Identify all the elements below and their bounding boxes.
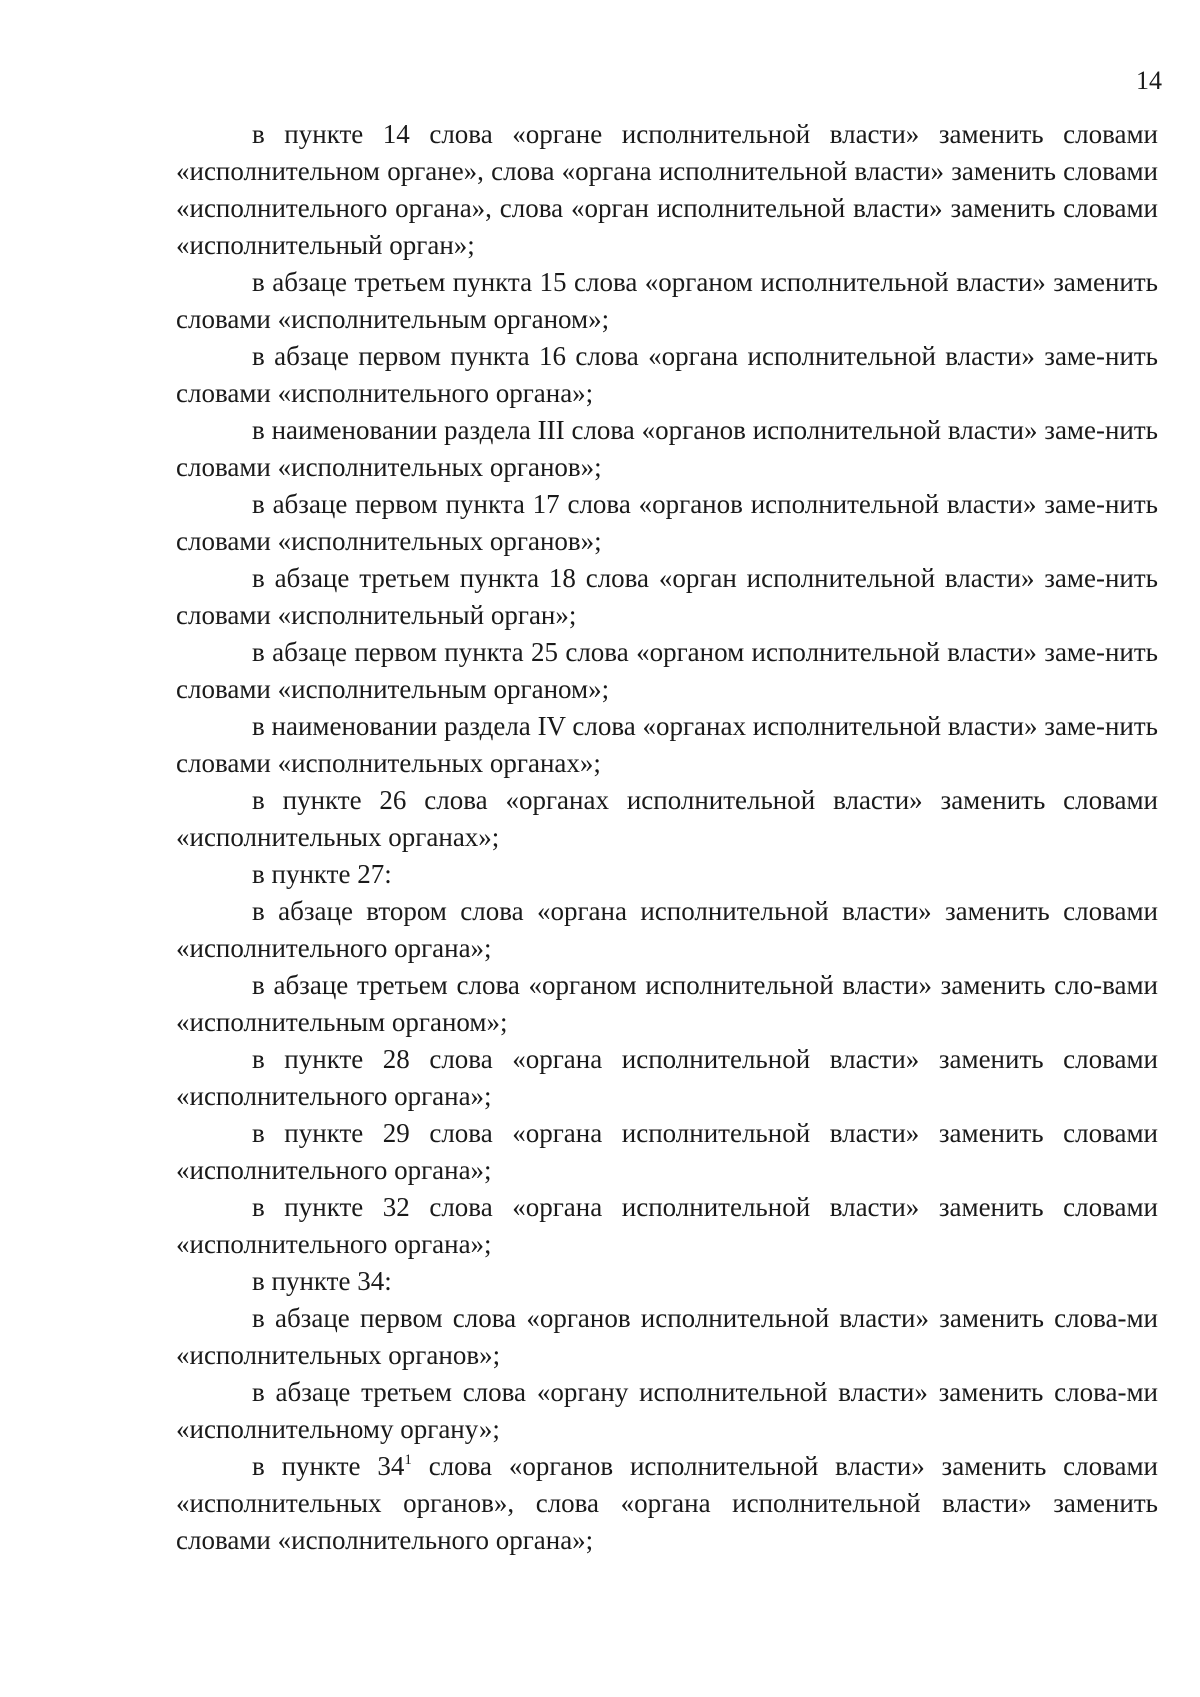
paragraph: в абзаце третьем пункта 15 слова «органом исполнительной власти» заменить словами «исполнительным органом»; [176, 267, 1158, 334]
paragraph: в пункте 27: [252, 859, 392, 889]
paragraph-last-before: в пункте 34 [252, 1451, 405, 1481]
paragraph: в пункте 14 слова «органе исполнительной власти» заменить словами «исполнительном органе», слова «органа исполнительной власти» заменить словами «исполнительного органа», слова «орган исполнительной власти» заменить словами «исполнительный орган»; [176, 119, 1158, 260]
paragraph: в абзаце первом пункта 25 слова «органом исполнительной власти» заме-нить словами «исполнительным органом»; [176, 637, 1158, 704]
paragraph: в абзаце первом слова «органов исполнительной власти» заменить слова-ми «исполнительных органов»; [176, 1303, 1158, 1370]
paragraph: в пункте 26 слова «органах исполнительной власти» заменить словами «исполнительных органах»; [176, 785, 1158, 852]
paragraph: в пункте 29 слова «органа исполнительной власти» заменить словами «исполнительного органа»; [176, 1118, 1158, 1185]
page-number: 14 [1136, 66, 1162, 95]
paragraph: в абзаце втором слова «органа исполнительной власти» заменить словами «исполнительного органа»; [176, 896, 1158, 963]
paragraph: в пункте 28 слова «органа исполнительной власти» заменить словами «исполнительного органа»; [176, 1044, 1158, 1111]
paragraph: в пункте 32 слова «органа исполнительной власти» заменить словами «исполнительного органа»; [176, 1192, 1158, 1259]
paragraph: в пункте 34: [252, 1266, 392, 1296]
paragraph: в абзаце третьем слова «органу исполнительной власти» заменить слова-ми «исполнительному органу»; [176, 1377, 1158, 1444]
paragraph: в абзаце первом пункта 16 слова «органа исполнительной власти» заме-нить словами «исполнительного органа»; [176, 341, 1158, 408]
paragraph: в наименовании раздела III слова «органов исполнительной власти» заме-нить словами «исполнительных органов»; [176, 415, 1158, 482]
paragraph: в наименовании раздела IV слова «органах исполнительной власти» заме-нить словами «исполнительных органах»; [176, 711, 1158, 778]
paragraph-last [176, 1448, 1158, 1559]
paragraph: в абзаце первом пункта 17 слова «органов исполнительной власти» заме-нить словами «исполнительных органов»; [176, 489, 1158, 556]
document-body [176, 116, 1158, 1559]
paragraph-last-after: слова «органов исполнительной власти» заменить словами «исполнительных органов», слова «органа исполнительной власти» заменить словами «исполнительного органа»; [176, 1451, 1158, 1555]
paragraph: в абзаце третьем пункта 18 слова «орган исполнительной власти» заме-нить словами «исполнительный орган»; [176, 563, 1158, 630]
superscript: 1 [404, 1452, 412, 1468]
paragraph: в абзаце третьем слова «органом исполнительной власти» заменить сло-вами «исполнительным органом»; [176, 970, 1158, 1037]
